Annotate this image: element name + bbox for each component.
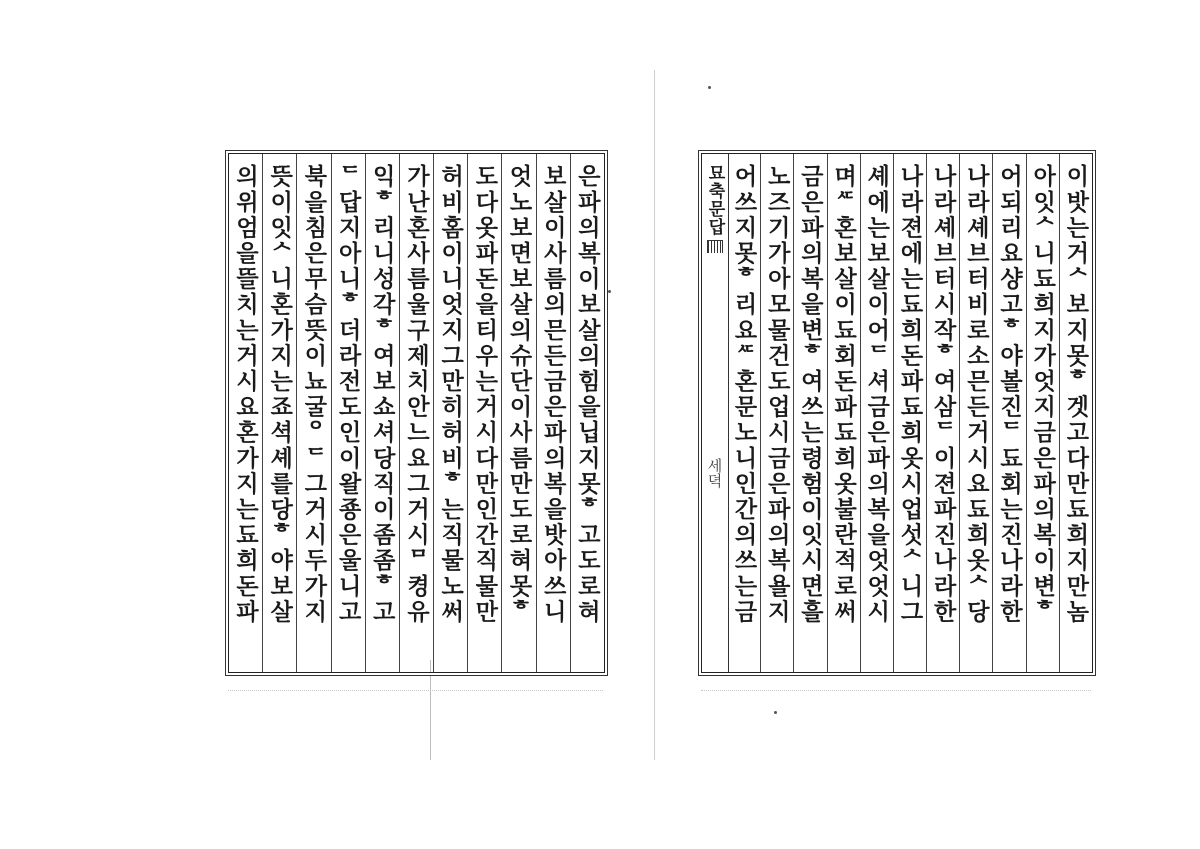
column-text: 나라셰브터시작ᄒ여삼ᄃ이젼파진나라한 — [929, 164, 957, 625]
page-label: 세뎍 — [705, 458, 724, 488]
column-text: 이밧는거ᄉ보지못ᄒ겟고다만됴희지만놈 — [1062, 164, 1090, 625]
book-title: 묘축문답 — [704, 164, 725, 236]
column-text: 어쓰지못ᄒ리요ᄯ혼문노니인간의쓰는금 — [730, 164, 758, 625]
text-column — [262, 154, 296, 672]
text-column — [760, 154, 793, 672]
text-column — [365, 154, 399, 672]
ink-speck — [774, 711, 777, 714]
column-text: 금은파의복을변ᄒ여쓰는령험이잇시면흘 — [796, 164, 824, 625]
column-text: 도다옷파돈을티우는거시다만인간직물만 — [471, 164, 499, 625]
text-column — [433, 154, 467, 672]
column-text: 가난혼사름울구제치안느요그거시ᄆ켱유 — [402, 164, 430, 625]
text-column — [570, 154, 604, 672]
column-text: 의위엄을뜰치는거시요혼가지는됴희돈파 — [232, 164, 260, 625]
column-text: 허비홈이니엇지그만히허비ᄒ는직물노써 — [437, 164, 465, 625]
column-text: 어되리요샹고ᄒ야볼진ᄃ됴회는진나라한 — [996, 164, 1024, 625]
ink-speck — [608, 290, 611, 293]
column-text: 아잇ᄉ니됴희지가엇지금은파의복이변ᄒ — [1029, 164, 1057, 625]
column-text: 북을침은무슴뜻이뇨굴ᄋᄃ그거시두가지 — [300, 164, 328, 625]
text-column — [229, 154, 262, 672]
text-column — [728, 154, 760, 672]
text-column — [793, 154, 826, 672]
ink-speck — [708, 86, 711, 89]
column-text: 엇노보면보살의슈단이사름만도로혀못ᄒ — [505, 164, 533, 625]
left-page-columns — [229, 154, 604, 672]
right-page — [701, 153, 1093, 673]
column-text: 노즈기가아모물건도업시금은파의복욜지 — [763, 164, 791, 625]
text-column — [926, 154, 959, 672]
text-column — [1059, 154, 1092, 672]
text-column — [827, 154, 860, 672]
text-column — [992, 154, 1025, 672]
text-column — [860, 154, 893, 672]
text-column — [1026, 154, 1059, 672]
binding-gutter-line — [654, 70, 655, 760]
text-column — [399, 154, 433, 672]
dotted-rule — [228, 690, 603, 692]
column-text: 나라셰브터비로소믄든거시요됴희옷ᄉ당 — [962, 164, 990, 625]
column-text: 은파의복이보살의힘을닙지못ᄒ고도로혀 — [573, 164, 601, 625]
text-column — [893, 154, 926, 672]
text-column — [536, 154, 570, 672]
text-column — [959, 154, 992, 672]
column-text: 뜻이잇ᄉ니혼가지는죠셕셰를당ᄒ야보살 — [266, 164, 294, 625]
book-title-strip — [702, 154, 729, 672]
column-text: 익ᄒ리니성각ᄒ여보쇼셔당직이좀좀ᄒ고 — [368, 164, 396, 625]
fish-tail-ornament-icon — [707, 240, 723, 253]
left-page — [228, 153, 605, 673]
dotted-rule — [701, 690, 1091, 692]
text-column — [467, 154, 501, 672]
right-page-columns — [728, 154, 1092, 672]
fold-line — [430, 660, 431, 760]
text-column — [296, 154, 330, 672]
column-text: ᄃ답지아니ᄒ더라전도인이왈죵은울니고 — [334, 164, 362, 625]
text-column — [331, 154, 365, 672]
column-text: 보살이사름의믄든금은파의복을밧아쓰니 — [539, 164, 567, 625]
column-text: 셰에는보살이어ᄃ셔금은파의복을엇엇시 — [863, 164, 891, 625]
text-column — [501, 154, 535, 672]
column-text: 나라젼에는됴희돈파됴희옷시업섯ᄉ니그 — [896, 164, 924, 625]
column-text: 며ᄯ혼보살이됴회돈파됴희옷불란적로써 — [830, 164, 858, 625]
